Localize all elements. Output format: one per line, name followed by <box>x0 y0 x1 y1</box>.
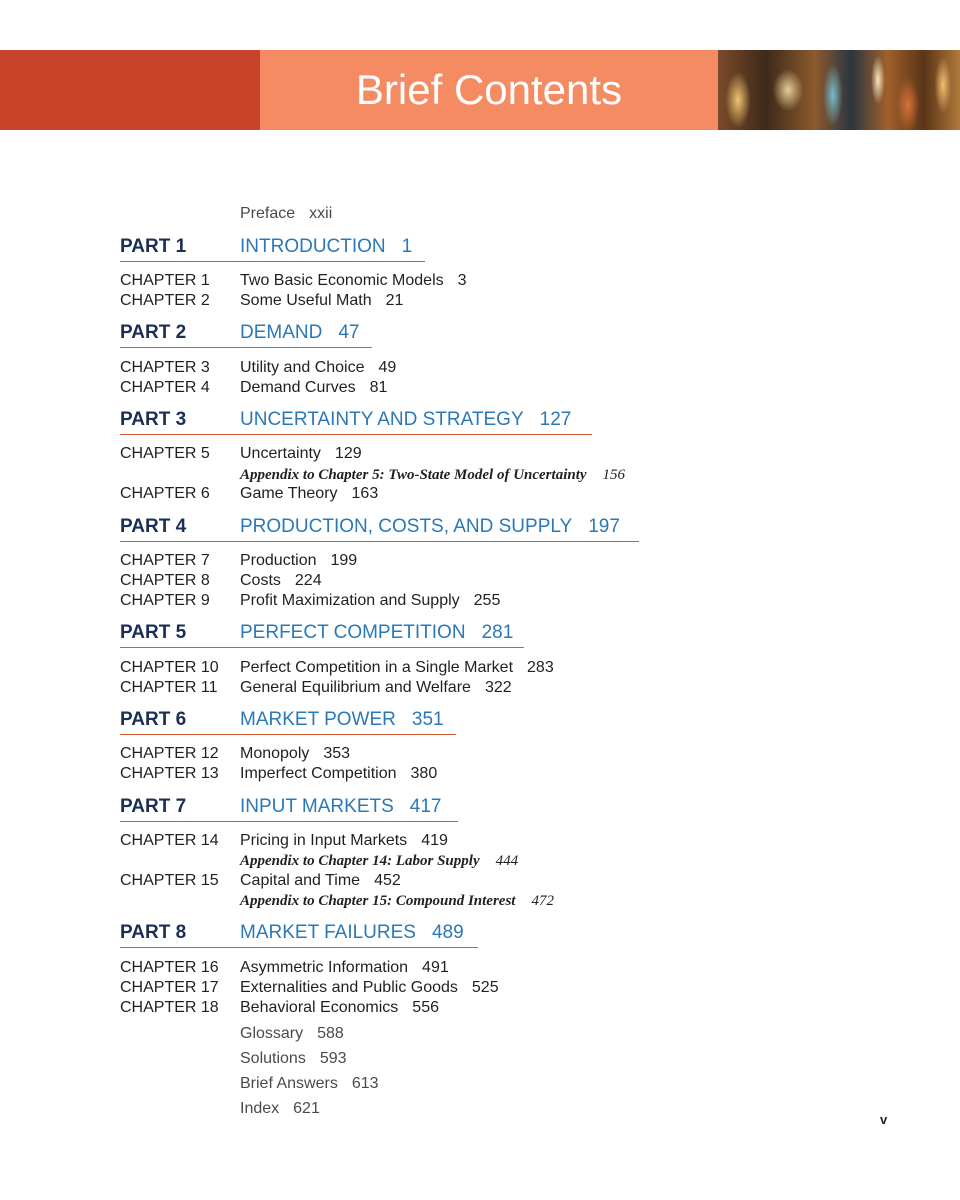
chapter-label: CHAPTER 6 <box>120 485 210 502</box>
part-page: 417 <box>409 796 442 817</box>
part-title <box>240 795 441 819</box>
back-matter-brief-answers <box>240 1074 379 1094</box>
chapter-label: CHAPTER 8 <box>120 572 210 589</box>
part-rule <box>120 947 478 948</box>
chapter-title-text: Game Theory <box>240 485 338 502</box>
chapter-label: CHAPTER 13 <box>120 765 219 782</box>
back-matter-page: 621 <box>293 1100 320 1117</box>
banner-photo <box>718 50 960 130</box>
chapter-title-text: Profit Maximization and Supply <box>240 592 460 609</box>
chapter-title <box>240 444 362 464</box>
chapter-title <box>240 291 403 311</box>
back-matter-page: 613 <box>351 1075 379 1092</box>
part-label: PART 7 <box>120 796 187 817</box>
part-rule <box>120 261 425 262</box>
chapter-page: 419 <box>421 832 448 849</box>
appendix-page: 444 <box>495 853 519 869</box>
chapter-page: 353 <box>323 745 351 762</box>
part-title <box>240 621 513 645</box>
appendix-title: Appendix to Chapter 14: Labor Supply <box>240 853 480 869</box>
chapter-label: CHAPTER 7 <box>120 552 210 569</box>
part-title-text: MARKET FAILURES <box>240 922 416 943</box>
chapter-label: CHAPTER 1 <box>120 272 210 289</box>
chapter-page: 199 <box>330 552 358 569</box>
chapter-page: 380 <box>410 765 438 782</box>
header-banner <box>0 50 960 130</box>
part-title <box>240 408 571 432</box>
chapter-title-text: Capital and Time <box>240 872 361 889</box>
chapter-title-text: Pricing in Input Markets <box>240 832 408 849</box>
chapter-page: 163 <box>351 485 379 502</box>
part-title-text: PRODUCTION, COSTS, AND SUPPLY <box>240 516 573 537</box>
chapter-page: 21 <box>385 292 404 309</box>
chapter-page: 3 <box>457 272 467 289</box>
chapter-title <box>240 484 378 504</box>
chapter-label: CHAPTER 4 <box>120 379 210 396</box>
chapter-label: CHAPTER 12 <box>120 745 219 762</box>
part-rule <box>120 821 458 822</box>
chapter-title <box>240 764 437 784</box>
front-matter-label: Preface <box>240 205 296 222</box>
part-label: PART 5 <box>120 622 187 643</box>
part-label: PART 4 <box>120 516 187 537</box>
back-matter-glossary <box>240 1024 344 1044</box>
chapter-label: CHAPTER 16 <box>120 959 219 976</box>
chapter-label: CHAPTER 3 <box>120 359 210 376</box>
part-title-text: PERFECT COMPETITION <box>240 622 466 643</box>
back-matter-label: Glossary <box>240 1025 304 1042</box>
chapter-title-text: Production <box>240 552 317 569</box>
part-rule <box>120 647 524 648</box>
chapter-page: 224 <box>294 572 322 589</box>
chapter-page: 556 <box>412 999 439 1016</box>
chapter-label: CHAPTER 10 <box>120 659 219 676</box>
chapter-title-text: Costs <box>240 572 281 589</box>
chapter-label: CHAPTER 9 <box>120 592 210 609</box>
chapter-page: 81 <box>369 379 388 396</box>
chapter-title <box>240 831 448 851</box>
appendix-page: 156 <box>602 467 626 483</box>
part-title <box>240 708 444 732</box>
chapter-title <box>240 591 500 611</box>
part-rule <box>120 434 592 435</box>
back-matter-index <box>240 1099 320 1119</box>
chapter-title <box>240 571 322 591</box>
chapter-label: CHAPTER 18 <box>120 999 219 1016</box>
part-rule <box>120 347 372 348</box>
part-page: 1 <box>401 236 413 257</box>
part-page: 281 <box>481 622 514 643</box>
chapter-label: CHAPTER 5 <box>120 445 210 462</box>
part-title <box>240 921 464 945</box>
chapter-title-text: Monopoly <box>240 745 310 762</box>
chapter-title <box>240 658 554 678</box>
chapter-title-text: Asymmetric Information <box>240 959 409 976</box>
part-title <box>240 515 620 539</box>
banner-block-dark <box>0 50 260 130</box>
part-rule <box>120 541 639 542</box>
page-title: Brief Contents <box>355 66 623 113</box>
part-label: PART 6 <box>120 709 187 730</box>
part-label: PART 3 <box>120 409 187 430</box>
part-label: PART 1 <box>120 236 187 257</box>
chapter-page: 49 <box>378 359 397 376</box>
chapter-title-text: Externalities and Public Goods <box>240 979 458 996</box>
chapter-page: 452 <box>374 872 401 889</box>
appendix-row <box>240 465 625 485</box>
chapter-title-text: Two Basic Economic Models <box>240 272 444 289</box>
part-title <box>240 235 412 259</box>
chapter-title <box>240 958 449 978</box>
part-title <box>240 321 359 345</box>
chapter-title-text: Some Useful Math <box>240 292 372 309</box>
back-matter-page: 593 <box>319 1050 347 1067</box>
chapter-page: 491 <box>422 959 449 976</box>
chapter-label: CHAPTER 17 <box>120 979 219 996</box>
chapter-title <box>240 551 357 571</box>
part-label: PART 2 <box>120 322 187 343</box>
chapter-title <box>240 378 387 398</box>
back-matter-label: Solutions <box>240 1050 306 1067</box>
chapter-title-text: Demand Curves <box>240 379 356 396</box>
chapter-title <box>240 358 396 378</box>
chapter-title <box>240 998 439 1018</box>
part-title-text: INTRODUCTION <box>240 236 386 257</box>
front-matter-page: xxii <box>309 205 333 222</box>
chapter-title-text: Uncertainty <box>240 445 321 462</box>
appendix-row <box>240 891 554 911</box>
chapter-title <box>240 744 350 764</box>
chapter-label: CHAPTER 15 <box>120 872 219 889</box>
appendix-title: Appendix to Chapter 15: Compound Interest <box>240 893 516 909</box>
part-title-text: INPUT MARKETS <box>240 796 394 817</box>
chapter-page: 255 <box>473 592 501 609</box>
part-page: 127 <box>539 409 572 430</box>
page-number: v <box>880 1112 888 1127</box>
chapter-page: 283 <box>527 659 554 676</box>
chapter-page: 322 <box>484 679 512 696</box>
back-matter-page: 588 <box>317 1025 344 1042</box>
chapter-title <box>240 678 512 698</box>
part-rule <box>120 734 456 735</box>
back-matter-solutions <box>240 1049 347 1069</box>
chapter-title <box>240 871 401 891</box>
chapter-page: 525 <box>471 979 499 996</box>
chapter-title-text: General Equilibrium and Welfare <box>240 679 471 696</box>
chapter-title-text: Imperfect Competition <box>240 765 397 782</box>
appendix-title: Appendix to Chapter 5: Two-State Model of Uncertainty <box>240 467 587 483</box>
chapter-label: CHAPTER 11 <box>120 679 218 696</box>
chapter-label: CHAPTER 14 <box>120 832 219 849</box>
part-title-text: DEMAND <box>240 322 323 343</box>
part-page: 351 <box>411 709 444 730</box>
chapter-title-text: Behavioral Economics <box>240 999 399 1016</box>
appendix-row <box>240 851 518 871</box>
part-page: 197 <box>588 516 620 537</box>
chapter-title-text: Utility and Choice <box>240 359 365 376</box>
chapter-label: CHAPTER 2 <box>120 292 210 309</box>
part-page: 489 <box>431 922 464 943</box>
part-title-text: MARKET POWER <box>240 709 396 730</box>
front-matter-preface <box>240 204 332 224</box>
back-matter-label: Brief Answers <box>240 1075 338 1092</box>
part-page: 47 <box>338 322 360 343</box>
chapter-title <box>240 271 467 291</box>
chapter-title <box>240 978 499 998</box>
appendix-page: 472 <box>531 893 554 909</box>
part-title-text: UNCERTAINTY AND STRATEGY <box>240 409 524 430</box>
part-label: PART 8 <box>120 922 187 943</box>
chapter-page: 129 <box>334 445 362 462</box>
back-matter-label: Index <box>240 1100 280 1117</box>
chapter-title-text: Perfect Competition in a Single Market <box>240 659 514 676</box>
